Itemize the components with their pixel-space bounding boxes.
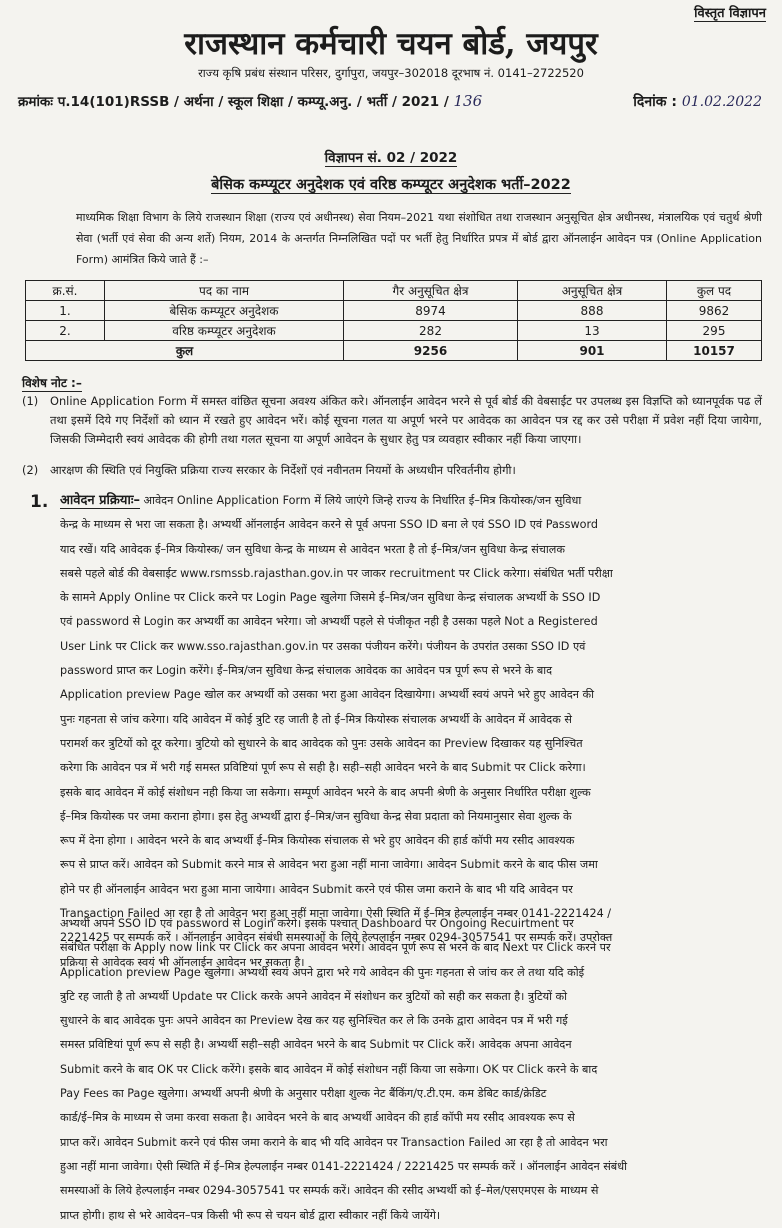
section-1-number: 1. — [30, 492, 49, 512]
paragraph-line: प्राप्त होगी। हाथ से भरे आवेदन–पत्र किसी भी रूप से चयन बोर्ड द्वारा स्वीकार नहीं किये जायेंगे। — [60, 1208, 441, 1222]
advertisement-title: बेसिक कम्प्यूटर अनुदेशक एवं वरिष्ठ कम्प्यूटर अनुदेशक भर्ती–2022 — [211, 177, 571, 193]
paragraph-line: केन्द्र के माध्यम से भरा जा सकता है। अभ्यर्थी ऑनलाईन आवेदन करने से पूर्व अपना SSO ID बना ले एवं SSO ID एवं Password — [60, 518, 598, 532]
note-number: (1) — [22, 394, 39, 408]
paragraph-line: 2221425 पर सम्पर्क करें । ऑनलाईन आवेदन संबंधी समस्याओं के लिये हेल्पलाईन नम्बर 0294-3057541 पर सम्पर्क करें। उपरोक्त — [60, 931, 613, 945]
date-handwritten-value: 01.02.2022 — [681, 94, 762, 110]
cell-post-name: वरिष्ठ कम्प्यूटर अनुदेशक — [105, 321, 344, 341]
cell-scheduled: 888 — [518, 301, 667, 321]
paragraph-line: होने पर ही ऑनलाईन आवेदन भरा हुआ माना जायेगा। आवेदन Submit करने एवं फीस जमा कराने के बाद भी यदि आवेदन पर — [60, 882, 573, 896]
paragraph-line: इसके बाद आवेदन में कोई संशोधन नही किया जा सकेगा। सम्पूर्ण आवेदन भरने के बाद अपनी श्रेणी के अनुसार निर्धारित परीक्षा शुल्क — [60, 785, 591, 799]
paragraph-line: प्रक्रिया से आवेदक स्वयं भी ऑनलाईन आवेदन भर सकता है। — [60, 955, 305, 969]
cell-grand-total: 10157 — [667, 341, 762, 361]
paragraph-line: Transaction Failed आ रहा है तो आवेदन भरा हुआ नहीं माना जावेगा। ऐसी स्थिति में ई–मित्र हेल्पलाईन नम्बर 0141-2221424 / — [60, 907, 612, 921]
table-row — [26, 301, 762, 321]
paragraph-line: ई–मित्र कियोस्क पर जमा कराना होगा। इस हेतु अभ्यर्थी द्वारा ई–मित्र/जन सुविधा केन्द्र सेवा प्रदाता को नियमानुसार सेवा शुल्क के — [60, 809, 572, 823]
advertisement-number: विज्ञापन सं. 02 / 2022 — [324, 150, 458, 166]
date-label: दिनांक : — [633, 94, 677, 110]
cell-total-label: कुल — [26, 341, 344, 361]
paragraph-line: पुनः गहनता से जांच करेगा। यदि आवेदन में कोई त्रुटि रह जाती है तो ई–मित्र कियोस्क संचालक अभ्यर्थी के आवेदन में आवेदक से — [60, 712, 572, 726]
paragraph-line: Application preview Page खुलेगा। अभ्यर्थी स्वयं अपने द्वारा भरे गये आवेदन की पुनः गहनता से जांच कर ले तथा यदि कोई — [60, 965, 585, 979]
intro-paragraph: माध्यमिक शिक्षा विभाग के लिये राजस्थान शिक्षा (राज्य एवं अधीनस्थ) सेवा नियम–2021 यथा संशोधित तथा राजस्थान अनुसूचित क्षेत्र अधीनस्थ, मंत्रालयिक एवं चतुर्थ श्रेणी सेवा (भर्ती एवं सेवा की अन्य शर्ते) नियम, 2014 के अन्तर्गत निम्नलिखित पदों पर भर्ती हेतु निर्धारित प्रपत्र में बोर्ड द्वारा ऑनलाईन आवेदन पत्र (Online Application Form) आमंत्रित किये जाते हैं :– — [76, 211, 762, 266]
paragraph-line: समस्याओं के लिये हेल्पलाईन नम्बर 0294-3057541 पर सम्पर्क करें। आवेदन की रसीद अभ्यर्थी को ई–मेल/एसएमएस के माध्यम से — [60, 1184, 599, 1198]
posts-table — [25, 280, 762, 361]
paragraph-line: रूप में देना होगा । आवेदन भरने के बाद अभ्यर्थी ई–मित्र कियोस्क संचालक से भरे हुए आवेदन की हार्ड कॉपी मय रसीद आवश्यक — [60, 834, 575, 848]
paragraph-line: सुधारने के बाद आवेदक पुनः अपने आवेदन का Preview देख कर यह सुनिश्चित कर ले कि उनके द्वारा आवेदन पत्र में भरी गई — [60, 1014, 568, 1028]
reference-number — [18, 92, 482, 110]
cell-total-non-scheduled: 9256 — [344, 341, 518, 361]
paragraph-line: User Link पर Click कर www.sso.rajasthan.gov.in पर उसका पंजीयन करेंगे। पंजीयन के उपरांत उसका SSO ID एवं — [60, 639, 586, 653]
organization-title: राजस्थान कर्मचारी चयन बोर्ड, जयपुर — [184, 26, 598, 62]
paragraph-line: संबंधित परीक्षा के Apply now link पर Click कर अपना आवेदन भरेगें। आवेदन पूर्ण रूप से भरने के बाद Next पर Click करने पर — [60, 941, 611, 955]
cell-non-scheduled: 282 — [344, 321, 518, 341]
detailed-advertisement-tag: विस्तृत विज्ञापन — [694, 3, 766, 22]
paragraph-line: Pay Fees का Page खुलेगा। अभ्यर्थी अपनी श्रेणी के अनुसार परीक्षा शुल्क नेट बैंकिंग/ए.टी.एम. कम डेबिट कार्ड/क्रेडिट — [60, 1087, 547, 1101]
col-non-scheduled: गैर अनुसूचित क्षेत्र — [344, 281, 518, 301]
cell-total-scheduled: 901 — [518, 341, 667, 361]
paragraph-line: करेगा कि आवेदन पत्र में भरी गई समस्त प्रविष्टियां पूर्ण रूप से सही है। सही–सही आवेदन भरने के बाद Submit पर Click करेगा। — [60, 761, 586, 775]
paragraph-line: त्रुटि रह जाती है तो अभ्यर्थी Update पर Click करके अपने आवेदन में संशोधन कर त्रुटियों को सही कर सकता है। त्रुटियों को — [60, 989, 568, 1003]
col-total-posts: कुल पद — [667, 281, 762, 301]
paragraph-line: सबसे पहले बोर्ड की वेबसाईट www.rsmssb.rajasthan.gov.in पर जाकर recruitment पर Click करेगा। संबंधित भर्ती परीक्षा — [60, 566, 613, 580]
special-note-2 — [22, 461, 762, 480]
cell-serial: 1. — [26, 301, 105, 321]
note-number: (2) — [22, 463, 39, 477]
paragraph-line: याद रखें। यदि आवेदक ई–मित्र कियोस्क/ जन सुविधा केन्द्र के माध्यम से आवेदन भरता है तो ई–मित्र/जन सुविधा केन्द्र संचालक — [60, 542, 565, 556]
reference-handwritten-number: 136 — [453, 92, 483, 110]
cell-non-scheduled: 8974 — [344, 301, 518, 321]
paragraph-line: कार्ड/ई–मित्र के माध्यम से जमा करवा सकता है। आवेदन भरने के बाद अभ्यर्थी आवेदन की हार्ड कॉपी मय रसीद आवश्यक रूप से — [60, 1111, 575, 1125]
col-scheduled: अनुसूचित क्षेत्र — [518, 281, 667, 301]
issue-date — [633, 92, 762, 111]
table-header-row — [26, 281, 762, 301]
cell-post-name: बेसिक कम्प्यूटर अनुदेशक — [105, 301, 344, 321]
paragraph-line: परामर्श कर त्रुटियों को दूर करेगा। त्रुटियो को सुधारने के बाद आवेदक को पुनः उसके आवेदन का Preview दिखाकर यह सुनिश्चित — [60, 736, 583, 750]
special-notes-heading: विशेष नोट :– — [22, 376, 82, 390]
paragraph-line: Submit करने के बाद OK पर Click करेंगे। इसके बाद आवेदन में कोई संशोधन नहीं किया जा सकेगा। OK पर Click करने के बाद — [60, 1062, 598, 1076]
paragraph-line: हुआ नहीं माना जावेगा। ऐसी स्थिति में ई–मित्र हेल्पलाईन नम्बर 0141-2221424 / 2221425 पर सम्पर्क करें । ऑनलाईन आवेदन संबंधी — [60, 1159, 627, 1173]
section-1-heading: आवेदन प्रक्रियाः– — [60, 493, 140, 508]
cell-total: 295 — [667, 321, 762, 341]
paragraph-line: एवं password से Login कर अभ्यर्थी का आवेदन भरेगा। जो अभ्यर्थी पहले से पंजीकृत नही है उसका पहले Not a Registered — [60, 615, 598, 629]
paragraph-line: आवेदन प्रक्रियाः– आवेदन Online Application Form में लिये जाएंगे जिन्हे राज्य के निर्धारित ई–मित्र कियोस्क/जन सुविधा — [60, 493, 582, 508]
section-1-paragraph-2 — [60, 912, 762, 1228]
cell-serial: 2. — [26, 321, 105, 341]
organization-address: राज्य कृषि प्रबंध संस्थान परिसर, दुर्गापुरा, जयपुर–302018 दूरभाष नं. 0141–2722520 — [198, 66, 584, 80]
paragraph-line: अभ्यर्थी अपने SSO ID एवं password से Login करेगे। इसके पश्चात् Dashboard पर Ongoing Recuirtment पर — [60, 917, 574, 930]
reference-prefix: क्रमांकः प.14(101)RSSB / अर्थना / स्कूल शिक्षा / कम्प्यू.अनु. / भर्ती / 2021 / — [18, 94, 449, 110]
table-total-row — [26, 341, 762, 361]
cell-total: 9862 — [667, 301, 762, 321]
paragraph-line: password प्राप्त कर Login करेंगे। ई–मित्र/जन सुविधा केन्द्र संचालक आवेदक का आवेदन पत्र पूर्ण रूप से भरने के बाद — [60, 664, 553, 678]
note-text: Online Application Form में समस्त वांछित सूचना अवश्य अंकित करे। ऑनलाईन आवेदन भरने से पूर्व बोर्ड की वेबसाईट पर उपलब्ध इस विज्ञप्ति को ध्यानपूर्वक पढ लें तथा इसमें दिये गए निर्देशों को ध्यान में रखते हुए आवेदन भरें। कोई सूचना गलत या अपूर्ण भरने पर आवेदक का आवेदन पत्र रद्द कर उसे परीक्षा में प्रवेश नहीं दिया जायेगा, जिसकी जिम्मेदारी स्वयं आवेदक की होगी तथा गलत सूचना या अपूर्ण आवेदन के सुधार हेतु पत्र व्यवहार स्वीकार नहीं किया जाएगा। — [50, 394, 762, 446]
paragraph-line: समस्त प्रविष्टियां पूर्ण रूप से सही है। अभ्यर्थी सही–सही आवेदन भरने के बाद Submit पर Click करें। आवेदक अपना आवेदन — [60, 1038, 572, 1052]
col-serial: क्र.सं. — [26, 281, 105, 301]
paragraph-line: Application preview Page खोल कर अभ्यर्थी को उसका भरा हुआ आवेदन दिखायेगा। अभ्यर्थी स्वयं अपने भरे हुए आवेदन की — [60, 688, 595, 702]
special-note-1 — [22, 392, 762, 449]
col-post-name: पद का नाम — [105, 281, 344, 301]
cell-scheduled: 13 — [518, 321, 667, 341]
paragraph-line: के सामने Apply Online पर Click करने पर Login Page खुलेगा जिसमे ई–मित्र/जन सुविधा केन्द्र संचालक अभ्यर्थी के SSO ID — [60, 591, 601, 605]
table-row — [26, 321, 762, 341]
paragraph-line: प्राप्त करें। आवेदन Submit करने एवं फीस जमा कराने के बाद भी यदि आवेदन पर Transaction Failed आ रहा है तो आवेदन भरा — [60, 1135, 608, 1149]
section-1-paragraph-1 — [60, 489, 762, 975]
paragraph-line: रूप से प्राप्त करें। आवेदन को Submit करने मात्र से आवेदन भरा हुआ नहीं माना जावेगा। आवेदन Submit करने के बाद फीस जमा — [60, 858, 598, 872]
note-text: आरक्षण की स्थिति एवं नियुक्ति प्रक्रिया राज्य सरकार के निर्देशों एवं नवीनतम नियमों के अध्यधीन परिवर्तनीय होगी। — [50, 463, 516, 477]
